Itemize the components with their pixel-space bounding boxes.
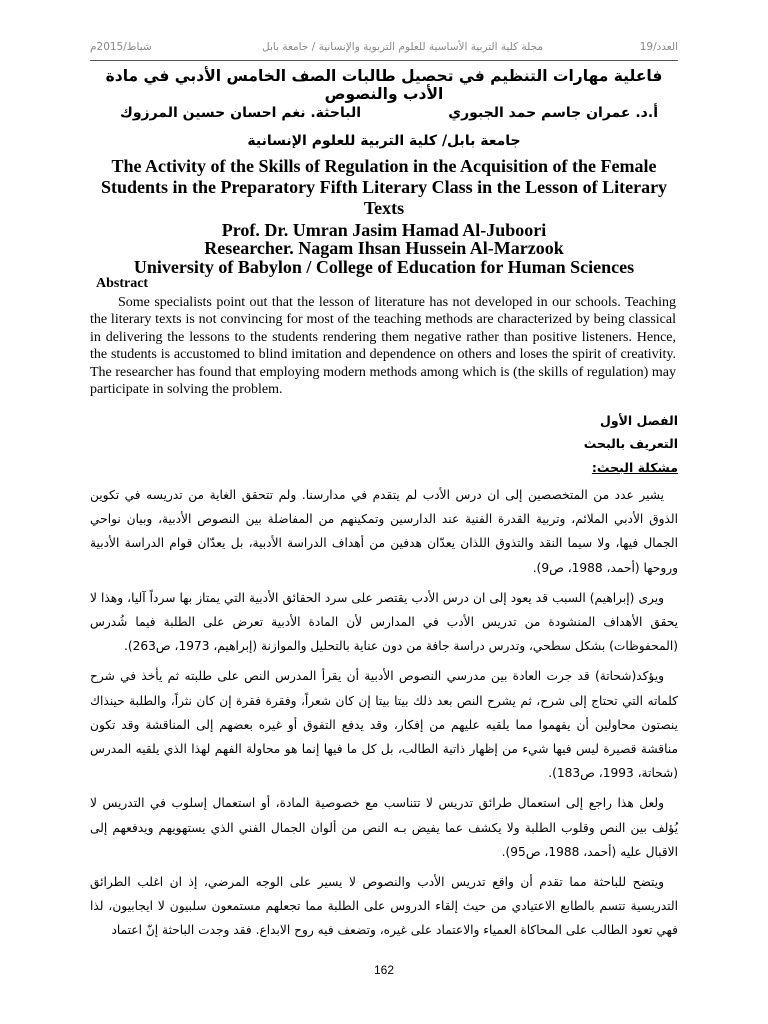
body-paragraph: يشير عدد من المتخصصين إلى ان درس الأدب لم يتقدم في مدارسنا. ولم تتحقق الغاية من تدريسه في تكوين الذوق الأدبي الملائم، وتربية القدرة الفنية عند الدارسين وتمكينهم من المفاضلة بين النصوص الأدبية، وبيان نواحي الجمال فيها، ولا سيما النقد والتذوق اللذان يعدّان هدفين من أهداف الدراسة الأدبية، بل يعدّان قوام الدراسة الأدبية وروحها (أحمد، 1988، ص9). <box>90 488 678 575</box>
page-number: 162 <box>373 963 395 977</box>
english-title: The Activity of the Skills of Regulation in the Acquisition of the Female Students in the Preparatory Fifth Literary Class in the Lesson of Literary Texts <box>100 156 668 218</box>
running-header <box>90 41 678 57</box>
header-journal: مجلة كلية التربية الأساسية للعلوم التربوية والإنسانية / جامعة بابل <box>262 41 543 53</box>
arabic-author-2: الباحثة. نغم احسان حسين المرزوك <box>120 105 362 121</box>
abstract-body: Some specialists point out that the lesson of literature has not developed in our schools. Teaching the literary texts is not convincing for most of the teaching methods are characterized by being classical in delivering the lessons to the students rendering them negative rather than positive listeners. Hence, the students is accustomed to blind imitation and dependence on others and loses the spirit of creativity. The researcher has found that employing modern methods among which is (the skills of regulation) may participate in solving the problem. <box>90 295 676 398</box>
abstract-heading: Abstract <box>96 276 149 291</box>
arabic-affiliation: جامعة بابل/ كلية التربية للعلوم الإنسانية <box>247 133 521 149</box>
section-heading: التعريف بالبحث <box>583 436 678 451</box>
arabic-authors <box>120 105 658 125</box>
arabic-title: فاعلية مهارات التنظيم في تحصيل طالبات الصف الخامس الأدبي في مادة الأدب والنصوص <box>105 67 663 103</box>
body-paragraph: ويتضح للباحثة مما تقدم أن واقع تدريس الأدب والنصوص لا يسير على الوجه المرضي، إذ ان اغلب الطرائق التدريسية تتسم بالطابع الاعتيادي من حيث إلقاء الدروس على الطلبة مما تجعلهم مستمعون سلبيون لا ايجابيون، لذا فهي تعود الطالب على المحاكاة العمياء والاعتماد على غيره، وتضعف فيه روح الابداع. فقد وجدت الباحثة إنّ اعتماد <box>90 875 678 938</box>
header-divider <box>90 60 678 61</box>
english-author-2: Researcher. Nagam Ihsan Hussein Al-Marzook <box>204 238 564 258</box>
body-paragraph: ويرى (إبراهيم) السبب قد يعود إلى ان درس الأدب يقتصر على سرد الحقائق الأدبية التي يمتاز بها سرداً آليا، وهذا لا يحقق الأهداف المنشودة من تدريس الأدب في المدارس لأن المادة الأدبية تعرض على الطلبة فيما شُدرس (المحفوظات) بشكل سطحي، وتدرس دراسة جافة من دون عناية بالتحليل والموازنة (إبراهيم، 1973، ص263). <box>90 590 678 654</box>
arabic-author-1: أ.د. عمران جاسم حمد الجبوري <box>448 105 658 121</box>
chapter-heading: الفصل الأول <box>599 413 678 428</box>
english-author-1: Prof. Dr. Umran Jasim Hamad Al-Juboori <box>221 220 547 240</box>
body-paragraph: ويؤكد(شحاتة) قد جرت العادة بين مدرسي النصوص الأدبية أن يقرأ المدرس النص على طلبته ثم يأخذ في شرح كلماته التي تحتاج إلى شرح، ثم يشرح النص بعد ذلك بيتا بيتا إن كان شعراً، وفقرة فقرة إن كان نثراً، والطلبة حينذاك ينصتون محاولين أن يفهموا مما يلقيه عليهم من إفكار، وقد يدفع التفوق أو غيره بعضهم إلى المناقشة وقد تكون مناقشة قصيرة ليس فيها شيء من إظهار ذاتية الطالب، بل كل ما فيها إنما هو محاولة الفهم لهذا الذي يلقيه المدرس (شحاتة، 1993، ص183). <box>90 669 678 781</box>
subsection-heading: مشكلة البحث: <box>591 460 678 475</box>
english-affiliation: University of Babylon / College of Education for Human Sciences <box>133 257 635 277</box>
body-paragraph: ولعل هذا راجع إلى استعمال طرائق تدريس لا تتناسب مع خصوصية المادة، أو استعمال إسلوب في التدريس لا يُؤلف بين النص وقلوب الطلبة ولا يكشف عما يفيض بـه النص من ألوان الجمال الفني الذي يستهويهم ويدفعهم إلى الاقبال عليه (أحمد، 1988، ص95). <box>90 796 678 859</box>
header-issue: العدد/19 <box>639 41 678 53</box>
header-date: شباط/2015م <box>90 41 152 53</box>
body-text <box>90 483 678 949</box>
